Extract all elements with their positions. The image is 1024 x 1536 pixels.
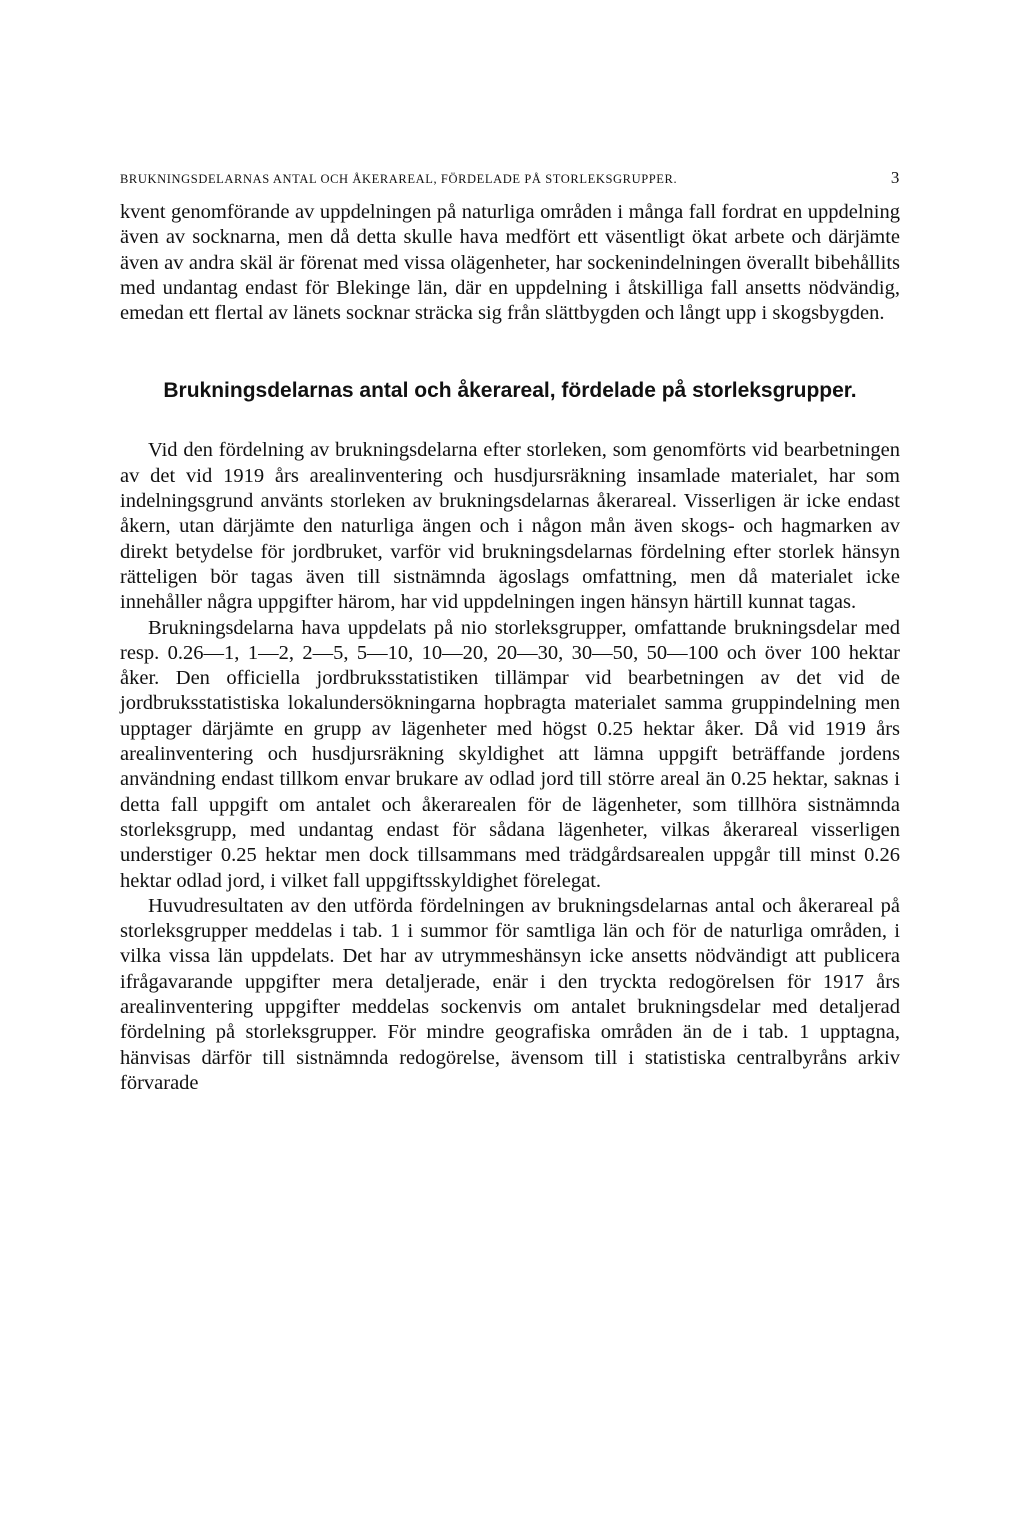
paragraph: Huvudresultaten av den utförda fördelningen av brukningsdelarnas antal och åkerareal på storleksgrupper meddelas i tab. 1 i summor för samtliga län och för de naturliga områden, i vilka vissa län uppdelats. Det har av utrymmeshänsyn icke ansetts nödvändigt att publicera ifrågavarande uppgifter mera detaljerade, enär i den tryckta redogörelsen för 1917 års arealinventering uppgifter meddelas sockenvis om antalet brukningsdelar med detaljerad fördelning på storleksgrupper. För mindre geografiska områden än de i tab. 1 upptagna, hänvisas därför till sistnämnda redogörelse, ävensom till i statistiska centralbyråns arkiv förvarade (120, 894, 900, 1094)
paragraph-continuation: kvent genomförande av uppdelningen på naturliga områden i många fall fordrat en uppdelning även av socknarna, men då detta skulle hava medfört ett väsentligt ökat arbete och därjämte även av andra skäl är förenat med vissa olägenheter, har sockenindelningen överallt bibehållits med undantag endast för Blekinge län, där en uppdelning i åtskilliga fall ansetts nödvändig, emedan ett flertal av länets socknar sträcka sig från slättbygden och långt upp i skogsbygden. (120, 201, 900, 325)
running-title: BRUKNINGSDELARNAS ANTAL OCH ÅKERAREAL, FÖRDELADE PÅ STORLEKSGRUPPER. (120, 172, 678, 186)
paragraph: Vid den fördelning av brukningsdelarna efter storleken, som genomförts vid bearbetningen av det vid 1919 års arealinventering och husdjursräkning insamlade materialet, har som indelningsgrund använts storleken av brukningsdelarnas åkerareal. Visserligen är icke endast åkern, utan därjämte den naturliga ängen och i någon mån även skogs- och hagmarken av direkt betydelse för jordbruket, varför vid brukningsdelarnas fördelning efter storlek hänsyn rätteligen bör tagas även till sistnämnda ägoslags omfattning, men då materialet icke innehåller några uppgifter härom, har vid uppdelningen ingen hänsyn härtill kunnat tagas. (120, 439, 900, 614)
paragraph: Brukningsdelarna hava uppdelats på nio storleksgrupper, omfattande brukningsdelar med resp. 0.26—1, 1—2, 2—5, 5—10, 10—20, 20—30, 30—50, 50—100 och över 100 hektar åker. Den officiella jordbruksstatistiken tillämpar vid bearbetningen av det vid de jordbruksstatistiska lokalundersökningarna hopbragta materialet samma gruppindelning men upptager därjämte en grupp av lägenheter med högst 0.25 hektar åker. Då vid 1919 års arealinventering och husdjursräkning skyldighet att lämna uppgift beträffande jordens användning endast tillkom envar brukare av odlad jord till större areal än 0.25 hektar, saknas i detta fall uppgift om antalet och åkerarealen för de lägenheter, som tillhöra sistnämnda storleksgrupp, med undantag endast för sådana lägenheter, vilkas åkerareal visserligen understiger 0.25 hektar men dock tillsammans med trädgårdsarealen uppgår till minst 0.26 hektar odlad jord, i vilket fall uppgiftsskyldighet förelegat. (120, 616, 900, 892)
document-page (120, 168, 900, 1096)
page-number: 3 (890, 168, 900, 187)
section-heading: Brukningsdelarnas antal och åkerareal, fördelade på storleksgrupper. (163, 379, 857, 403)
running-header (120, 168, 900, 188)
